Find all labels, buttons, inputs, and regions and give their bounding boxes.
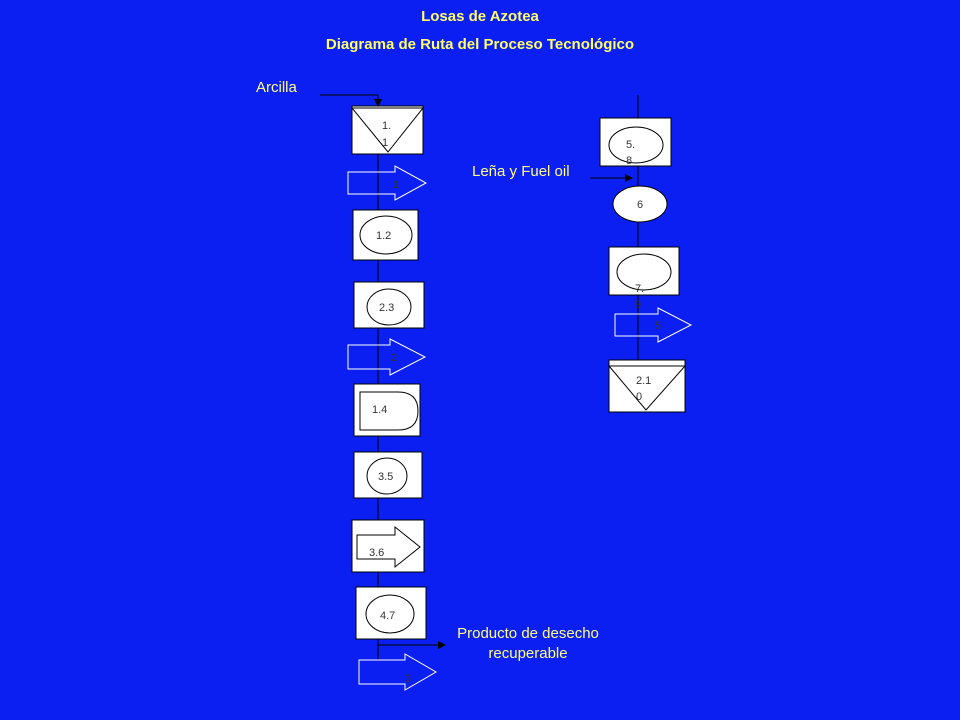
node-1-1-label-a: 1. bbox=[382, 120, 392, 132]
node-2-10-label-b: 0 bbox=[636, 391, 643, 403]
node-transport-1 bbox=[348, 166, 426, 200]
node-4-7-label: 4.7 bbox=[380, 610, 396, 622]
transport-5-label: 5 bbox=[655, 320, 662, 332]
node-transport-5 bbox=[615, 308, 691, 342]
diagram-title: Losas de Azotea bbox=[421, 8, 539, 25]
node-operation-7-9 bbox=[609, 247, 679, 311]
node-5-8-label-b: 8 bbox=[626, 155, 633, 167]
node-transport-3 bbox=[359, 654, 436, 690]
node-operation-3-5 bbox=[354, 452, 422, 498]
node-transport-2 bbox=[348, 339, 425, 375]
node-1-4-label: 1.4 bbox=[372, 404, 388, 416]
node-7-9-label-a: 7. bbox=[635, 283, 645, 295]
node-operation-1-2 bbox=[353, 210, 418, 260]
node-storage-1-1 bbox=[352, 106, 423, 154]
transport-1-label: 1 bbox=[393, 179, 400, 191]
node-transport-3-6 bbox=[352, 520, 424, 572]
node-inspection-2-3 bbox=[354, 282, 424, 328]
node-3-6-label: 3.6 bbox=[369, 547, 385, 559]
node-operation-4-7 bbox=[356, 587, 426, 639]
output-label-line1: Producto de desecho bbox=[457, 625, 599, 642]
output-label-line2: recuperable bbox=[488, 645, 568, 662]
node-3-5-label: 3.5 bbox=[378, 471, 394, 483]
node-operation-6 bbox=[613, 186, 667, 222]
node-5-8-label-a: 5. bbox=[626, 139, 636, 151]
node-storage-2-10 bbox=[609, 360, 685, 412]
transport-3-label: 3 bbox=[405, 673, 412, 685]
node-2-3-label: 2.3 bbox=[379, 302, 395, 314]
input-label-arcilla: Arcilla bbox=[256, 79, 297, 96]
node-1-1-label-b: 1 bbox=[382, 137, 389, 149]
node-operation-5-8 bbox=[600, 118, 671, 167]
node-7-9-label-b: 9 bbox=[635, 299, 642, 311]
node-1-2-label: 1.2 bbox=[376, 230, 392, 242]
transport-2-label: 2 bbox=[391, 352, 398, 364]
input-arrow-arcilla bbox=[320, 95, 378, 106]
node-operation-1-4 bbox=[354, 384, 420, 436]
node-2-10-label-a: 2.1 bbox=[636, 375, 652, 387]
input-label-lena-fuel: Leña y Fuel oil bbox=[472, 163, 570, 180]
diagram-subtitle: Diagrama de Ruta del Proceso Tecnológico bbox=[325, 36, 635, 53]
node-6-label: 6 bbox=[637, 199, 644, 211]
